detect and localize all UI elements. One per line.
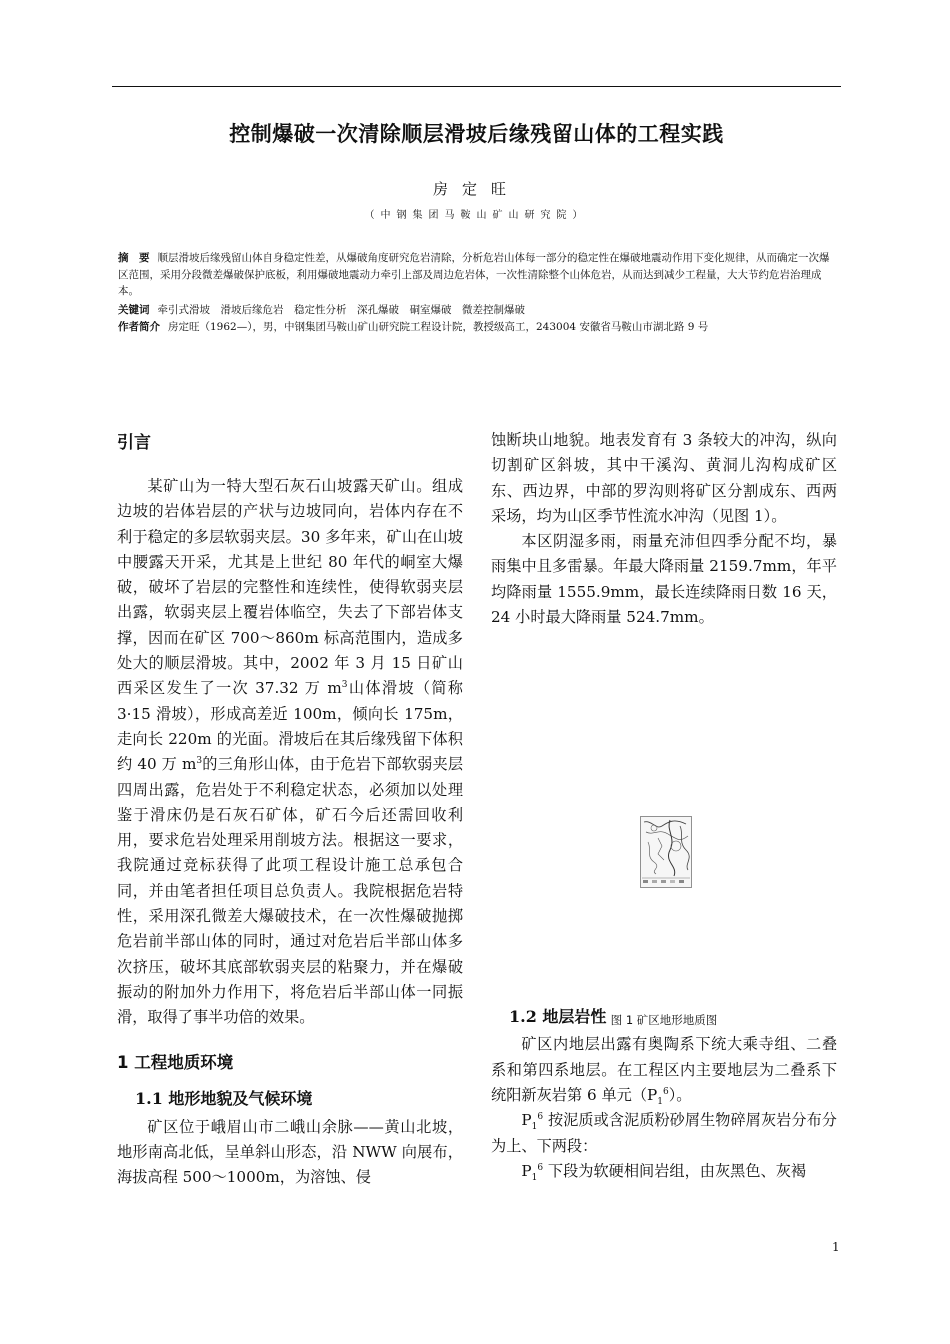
keywords-label: 关键词 bbox=[118, 304, 150, 316]
header-rule bbox=[112, 86, 841, 87]
lithology-text: 按泥质或含泥质粉砂屑生物碎屑灰岩分布分为上、下两段： bbox=[491, 1111, 837, 1155]
subscript-1-b: 1 bbox=[531, 1122, 538, 1133]
intro-text-part1: 某矿山为一特大型石灰石山坡露天矿山。组成边坡的岩体岩层的产状与边坡同向，岩体内存在不利于稳定的多层软弱夹层。30 多年来，矿山在山坡中腰露天开采，尤其是上世纪 80 年代的峒室大爆破，破坏了岩层的完整性和连续性，使得软弱夹层出露，软弱夹层上覆岩体临空，失去了下部岩体支撑，因而在矿区 700～860m 标高范围内，造成多处大的顺层滑坡。其中，2002 年 3 月 15 日矿山西采区发生了一次 37.32 万 m bbox=[117, 477, 463, 698]
subsection-1-2-heading: 1.2 地层岩性 bbox=[509, 1007, 607, 1027]
section-1-heading: 1 工程地质环境 bbox=[117, 1052, 234, 1072]
intro-heading: 引言 bbox=[117, 433, 151, 453]
author-bio-block bbox=[118, 319, 838, 336]
right-column bbox=[491, 428, 837, 1184]
author-bio-text: 房定旺（1962—），男，中钢集团马鞍山矿山研究院工程设计院，教授级高工，243004 安徽省马鞍山市湖北路 9 号 bbox=[168, 321, 709, 333]
superscript-6-c: 6 bbox=[537, 1162, 544, 1173]
keywords-block bbox=[118, 302, 838, 319]
lower-section-text: 下段为软硬相间岩组，由灰黑色、灰褐 bbox=[543, 1161, 807, 1180]
superscript-3-a: 3 bbox=[341, 680, 348, 691]
keywords-text: 牵引式滑坡 滑坡后缘危岩 稳定性分析 深孔爆破 硐室爆破 微差控制爆破 bbox=[157, 304, 525, 316]
page-number: 1 bbox=[832, 1240, 840, 1254]
author-name: 房定旺 bbox=[432, 180, 520, 198]
subsection-1-1-heading: 1.1 地形地貌及气候环境 bbox=[135, 1088, 313, 1108]
strata-text-part2: ）。 bbox=[668, 1085, 692, 1104]
intro-text-part3: 的三角形山体，由于危岩下部软弱夹层四周出露，危岩处于不利稳定状态，必须加以处理鉴于滑床仍是石灰石矿体，矿石今后还需回收利用，要求危岩处理采用削坡方法。根据这一要求，我院通过竞标获得了此项工程设计施工总承包合同，并由笔者担任项目总负责人。我院根据危岩特性，采用深孔微差大爆破技术，在一次性爆破抛掷危岩前半部山体的同时，通过对危岩后半部山体多次挤压，破坏其底部软弱夹层的粘聚力，并在爆破振动的附加外力作用下，将危岩后半部山体一同振滑，取得了事半功倍的效果。 bbox=[117, 755, 464, 1027]
author-affiliation: （中钢集团马鞍山矿山研究院） bbox=[364, 210, 589, 221]
abstract-text: 顺层滑坡后缘残留山体自身稳定性差，从爆破角度研究危岩清除，分析危岩山体每一部分的稳定性在爆破地震动作用下变化规律，从而确定一次爆区范围，采用分段微差爆破保护底板，利用爆破地震动力牵引上部及周边危岩体，一次性清除整个山体危岩，从而达到减少工程量，大大节约危岩治理成本。 bbox=[118, 252, 830, 297]
figure-1-caption: 图 1 矿区地形地质图 bbox=[610, 1013, 718, 1028]
subscript-1-c: 1 bbox=[531, 1172, 538, 1183]
left-column bbox=[117, 428, 463, 1190]
intro-paragraph bbox=[117, 474, 463, 1031]
paper-title: 控制爆破一次清除顺层滑坡后缘残留山体的工程实践 bbox=[229, 122, 724, 146]
superscript-3-b: 3 bbox=[196, 756, 203, 767]
superscript-6-b: 6 bbox=[537, 1112, 544, 1123]
geologic-map-thumbnail bbox=[640, 816, 692, 888]
lower-section-symbol-p: P bbox=[521, 1161, 532, 1180]
superscript-6-a: 6 bbox=[662, 1086, 669, 1097]
strata-text-part1: 矿区内地层出露有奥陶系下统大乘寺组、二叠系和第四系地层。在工程区内主要地层为二叠系下统阳新灰岩第 6 单元（P bbox=[491, 1035, 837, 1104]
lower-section-paragraph bbox=[491, 1159, 837, 1184]
lithology-symbol-p: P bbox=[521, 1111, 532, 1130]
abstract-label: 摘 要 bbox=[118, 252, 150, 264]
climate-paragraph: 本区阴湿多雨，雨量充沛但四季分配不均，暴雨集中且多雷暴。年最大降雨量 2159.7mm，年平均降雨量 1555.9mm，最长连续降雨日数 16 天，24 小时最大降雨量 524.7mm。 bbox=[491, 532, 837, 627]
intro-text-part2: 山体滑坡（简称 3·15 滑坡），形成高差近 100m，倾向长 175m，走向长 220m 的光面。滑坡后在其后缘残留下体积约 40 万 m bbox=[117, 679, 463, 774]
subscript-1-a: 1 bbox=[657, 1097, 663, 1107]
strata-paragraph bbox=[491, 1032, 837, 1108]
abstract-block bbox=[118, 250, 838, 300]
subsection-1-1-paragraph: 矿区位于峨眉山市二峨山余脉——黄山北坡，地形南高北低，呈单斜山形态，沿 NWW 向展布，海拔高程 500～1000m，为溶蚀、侵 bbox=[117, 1117, 463, 1187]
lithology-paragraph bbox=[491, 1108, 837, 1159]
author-bio-label: 作者简介 bbox=[118, 321, 160, 333]
terrain-continued-paragraph: 蚀断块山地貌。地表发育有 3 条较大的冲沟，纵向切割矿区斜坡，其中干溪沟、黄洞儿沟构成矿区东、西边界，中部的罗沟则将矿区分割成东、西两采场，均为山区季节性流水冲沟（见图 1）。 bbox=[491, 431, 837, 525]
